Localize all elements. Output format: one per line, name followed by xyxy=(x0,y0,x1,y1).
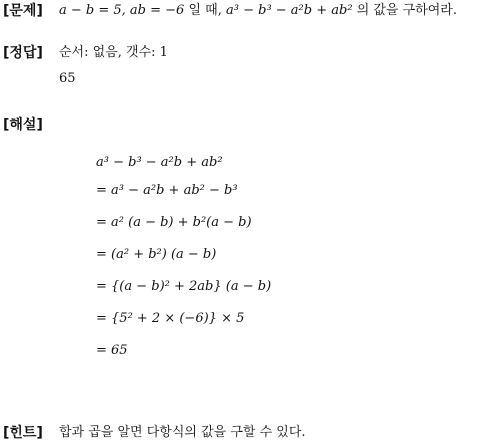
solution-label: [해설] xyxy=(3,117,43,133)
answer-value: 65 xyxy=(59,71,76,86)
problem-text xyxy=(59,2,457,20)
solution-line-6: = {5² + 2 × (−6)} × 5 xyxy=(96,311,245,326)
problem-text-before: 일 때, xyxy=(188,3,222,18)
solution-line-3: = a² (a − b) + b²(a − b) xyxy=(96,215,252,230)
answer-label: [정답] xyxy=(3,45,43,61)
solution-line-1: a³ − b³ − a²b + ab² xyxy=(96,155,223,170)
problem-condition: a − b = 5, ab = −6 xyxy=(59,3,185,18)
solution-line-4: = (a² + b²) (a − b) xyxy=(96,247,217,262)
problem-text-after: 의 값을 구하여라. xyxy=(356,3,457,18)
answer-meta: 순서: 없음, 갯수: 1 xyxy=(59,45,168,60)
hint-label: [힌트] xyxy=(3,425,43,441)
solution-line-5: = {(a − b)² + 2ab} (a − b) xyxy=(96,279,272,294)
problem-label: [문제] xyxy=(3,3,43,19)
problem-expression: a³ − b³ − a²b + ab² xyxy=(226,3,353,18)
solution-line-2: = a³ − a²b + ab² − b³ xyxy=(96,183,238,198)
hint-text: 합과 곱을 알면 다항식의 값을 구할 수 있다. xyxy=(59,425,306,440)
solution-line-7: = 65 xyxy=(96,343,128,358)
